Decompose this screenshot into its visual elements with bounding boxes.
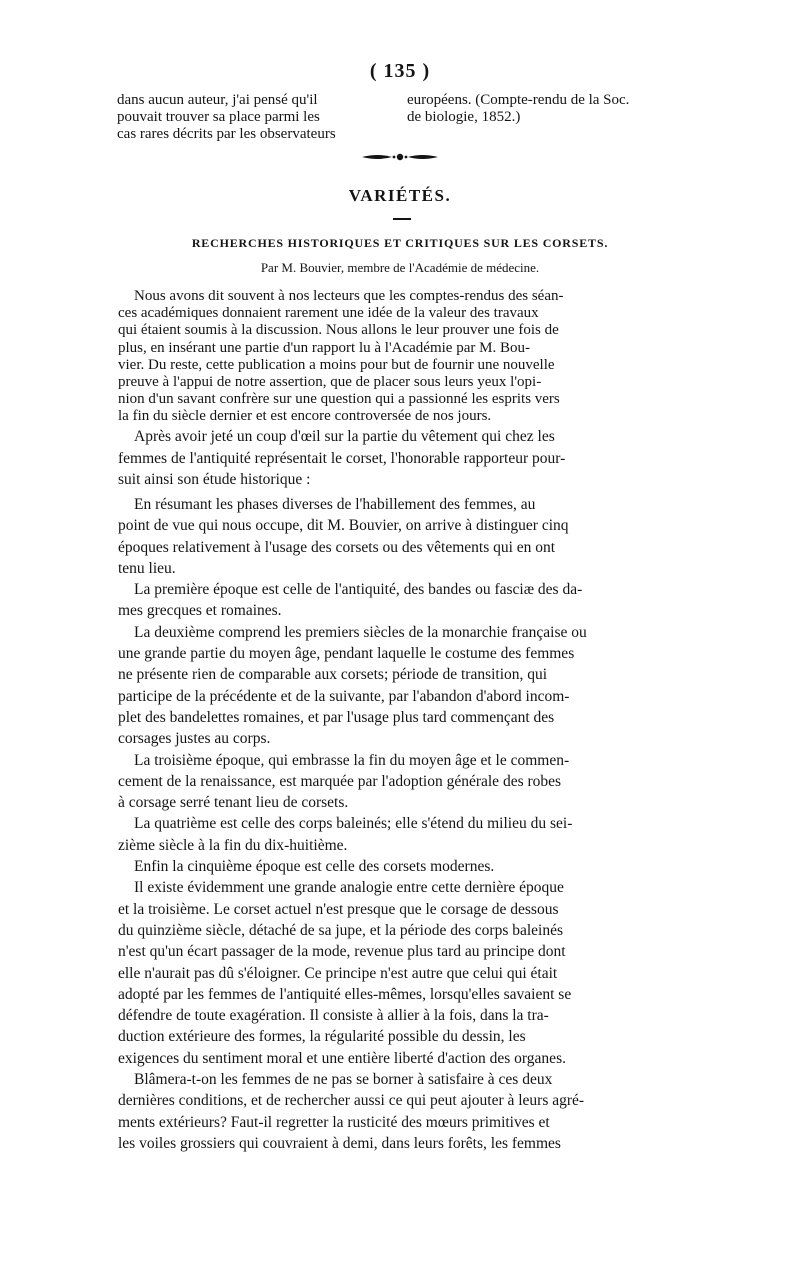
text-line: et la troisième. Le corset actuel n'est presque que le corsage de dessous (118, 900, 559, 918)
text-line: européens. (Compte-rendu de la Soc. (407, 92, 630, 108)
article-byline: Par M. Bouvier, membre de l'Académie de médecine. (260, 260, 540, 275)
text-line: n'est qu'un écart passager de la mode, revenue plus tard au principe dont (118, 943, 566, 961)
second-paragraph (118, 426, 684, 491)
text-line: adopté par les femmes de l'antiquité elles-mêmes, lorsqu'elles savaient se (118, 985, 572, 1003)
text-line: dans aucun auteur, j'ai pensé qu'il (117, 92, 318, 108)
text-line: Blâmera-t-on les femmes de ne pas se borner à satisfaire à ces deux (134, 1071, 553, 1089)
text-line: La deuxième comprend les premiers siècles de la monarchie française ou (134, 623, 587, 641)
text-line: corsages justes au corps. (118, 730, 271, 748)
text-line: Il existe évidemment une grande analogie entre cette dernière époque (134, 879, 564, 897)
text-line: elle n'aurait pas dû s'éloigner. Ce principe n'est autre que celui qui était (118, 964, 558, 982)
text-line: vier. Du reste, cette publication a moins pour but de fournir une nouvelle (118, 356, 555, 373)
text-line: Nous avons dit souvent à nos lecteurs que les comptes-rendus des séan- (134, 288, 564, 304)
text-line: à corsage serré tenant lieu de corsets. (118, 794, 349, 812)
text-line: pouvait trouver sa place parmi les (117, 109, 320, 125)
text-line: suit ainsi son étude historique : (118, 471, 311, 489)
text-line: ces académiques donnaient rarement une idée de la valeur des travaux (118, 305, 539, 322)
quoted-report (118, 494, 684, 1154)
text-line: En résumant les phases diverses de l'habillement des femmes, au (134, 496, 536, 513)
text-line: époques relativement à l'usage des corsets ou des vêtements qui en ont (118, 538, 556, 556)
text-line: ments extérieurs? Faut-il regretter la rusticité des mœurs primitives et (118, 1113, 550, 1131)
text-line: une grande partie du moyen âge, pendant laquelle le costume des femmes (118, 645, 575, 663)
text-line: zième siècle à la fin du dix-huitième. (118, 836, 348, 854)
text-line: Enfin la cinquième époque est celle des corsets modernes. (134, 858, 495, 876)
text-line: preuve à l'appui de notre assertion, que de placer sous leurs yeux l'opi- (118, 374, 542, 391)
intro-paragraph (118, 288, 684, 426)
section-heading: VARIÉTÉS. (348, 186, 452, 205)
ornament-svg (360, 150, 440, 164)
text-line: tenu lieu. (118, 559, 176, 577)
text-line: du quinzième siècle, détaché de sa jupe, et la période des corps baleinés (118, 921, 564, 939)
text-line: exigences du sentiment moral et une entière liberté d'action des organes. (118, 1049, 566, 1067)
page-number: ( 135 ) (369, 60, 431, 82)
left-column-continuation (117, 92, 379, 143)
text-line: La quatrième est celle des corps baleinés; elle s'étend du milieu du sei- (134, 815, 573, 833)
text-line: point de vue qui nous occupe, dit M. Bouvier, on arrive à distinguer cinq (118, 517, 569, 535)
text-line: nion d'un savant confrère sur une question qui a passionné les esprits vers (118, 391, 560, 408)
ornamental-rule-icon (0, 150, 800, 169)
text-line: La première époque est celle de l'antiquité, des bandes ou fasciæ des da- (134, 581, 583, 599)
right-column-continuation (407, 92, 697, 126)
text-line: cas rares décrits par les observateurs (117, 126, 336, 142)
text-line: femmes de l'antiquité représentait le corset, l'honorable rapporteur pour- (118, 449, 566, 467)
text-line: La troisième époque, qui embrasse la fin du moyen âge et le commen- (134, 751, 570, 769)
text-line: duction extérieure des formes, la régularité possible du dessin, les (118, 1028, 526, 1046)
text-line: la fin du siècle dernier et est encore controversée de nos jours. (118, 408, 492, 425)
text-line: défendre de toute exagération. Il consiste à allier à la fois, dans la tra- (118, 1007, 549, 1025)
text-line: plet des bandelettes romaines, et par l'usage plus tard commençant des (118, 708, 555, 726)
text-line: plus, en insérant une partie d'un rapport lu à l'Académie par M. Bou- (118, 339, 530, 356)
text-line: de biologie, 1852.) (407, 109, 521, 125)
article-title: RECHERCHES HISTORIQUES ET CRITIQUES SUR LES CORSETS. (191, 236, 609, 250)
heading-divider (393, 218, 411, 220)
text-line: Après avoir jeté un coup d'œil sur la partie du vêtement qui chez les (134, 428, 555, 445)
text-line: qui étaient soumis à la discussion. Nous allons le leur prouver une fois de (118, 322, 559, 339)
text-line: les voiles grossiers qui couvraient à demi, dans leurs forêts, les femmes (118, 1134, 561, 1152)
text-line: participe de la précédente et de la suivante, par l'abandon d'abord incom- (118, 687, 570, 705)
text-line: cement de la renaissance, est marquée par l'adoption générale des robes (118, 772, 562, 790)
text-line: dernières conditions, et de rechercher aussi ce qui peut ajouter à leurs agré- (118, 1092, 585, 1110)
text-line: mes grecques et romaines. (118, 602, 282, 620)
text-line: ne présente rien de comparable aux corsets; période de transition, qui (118, 666, 548, 684)
